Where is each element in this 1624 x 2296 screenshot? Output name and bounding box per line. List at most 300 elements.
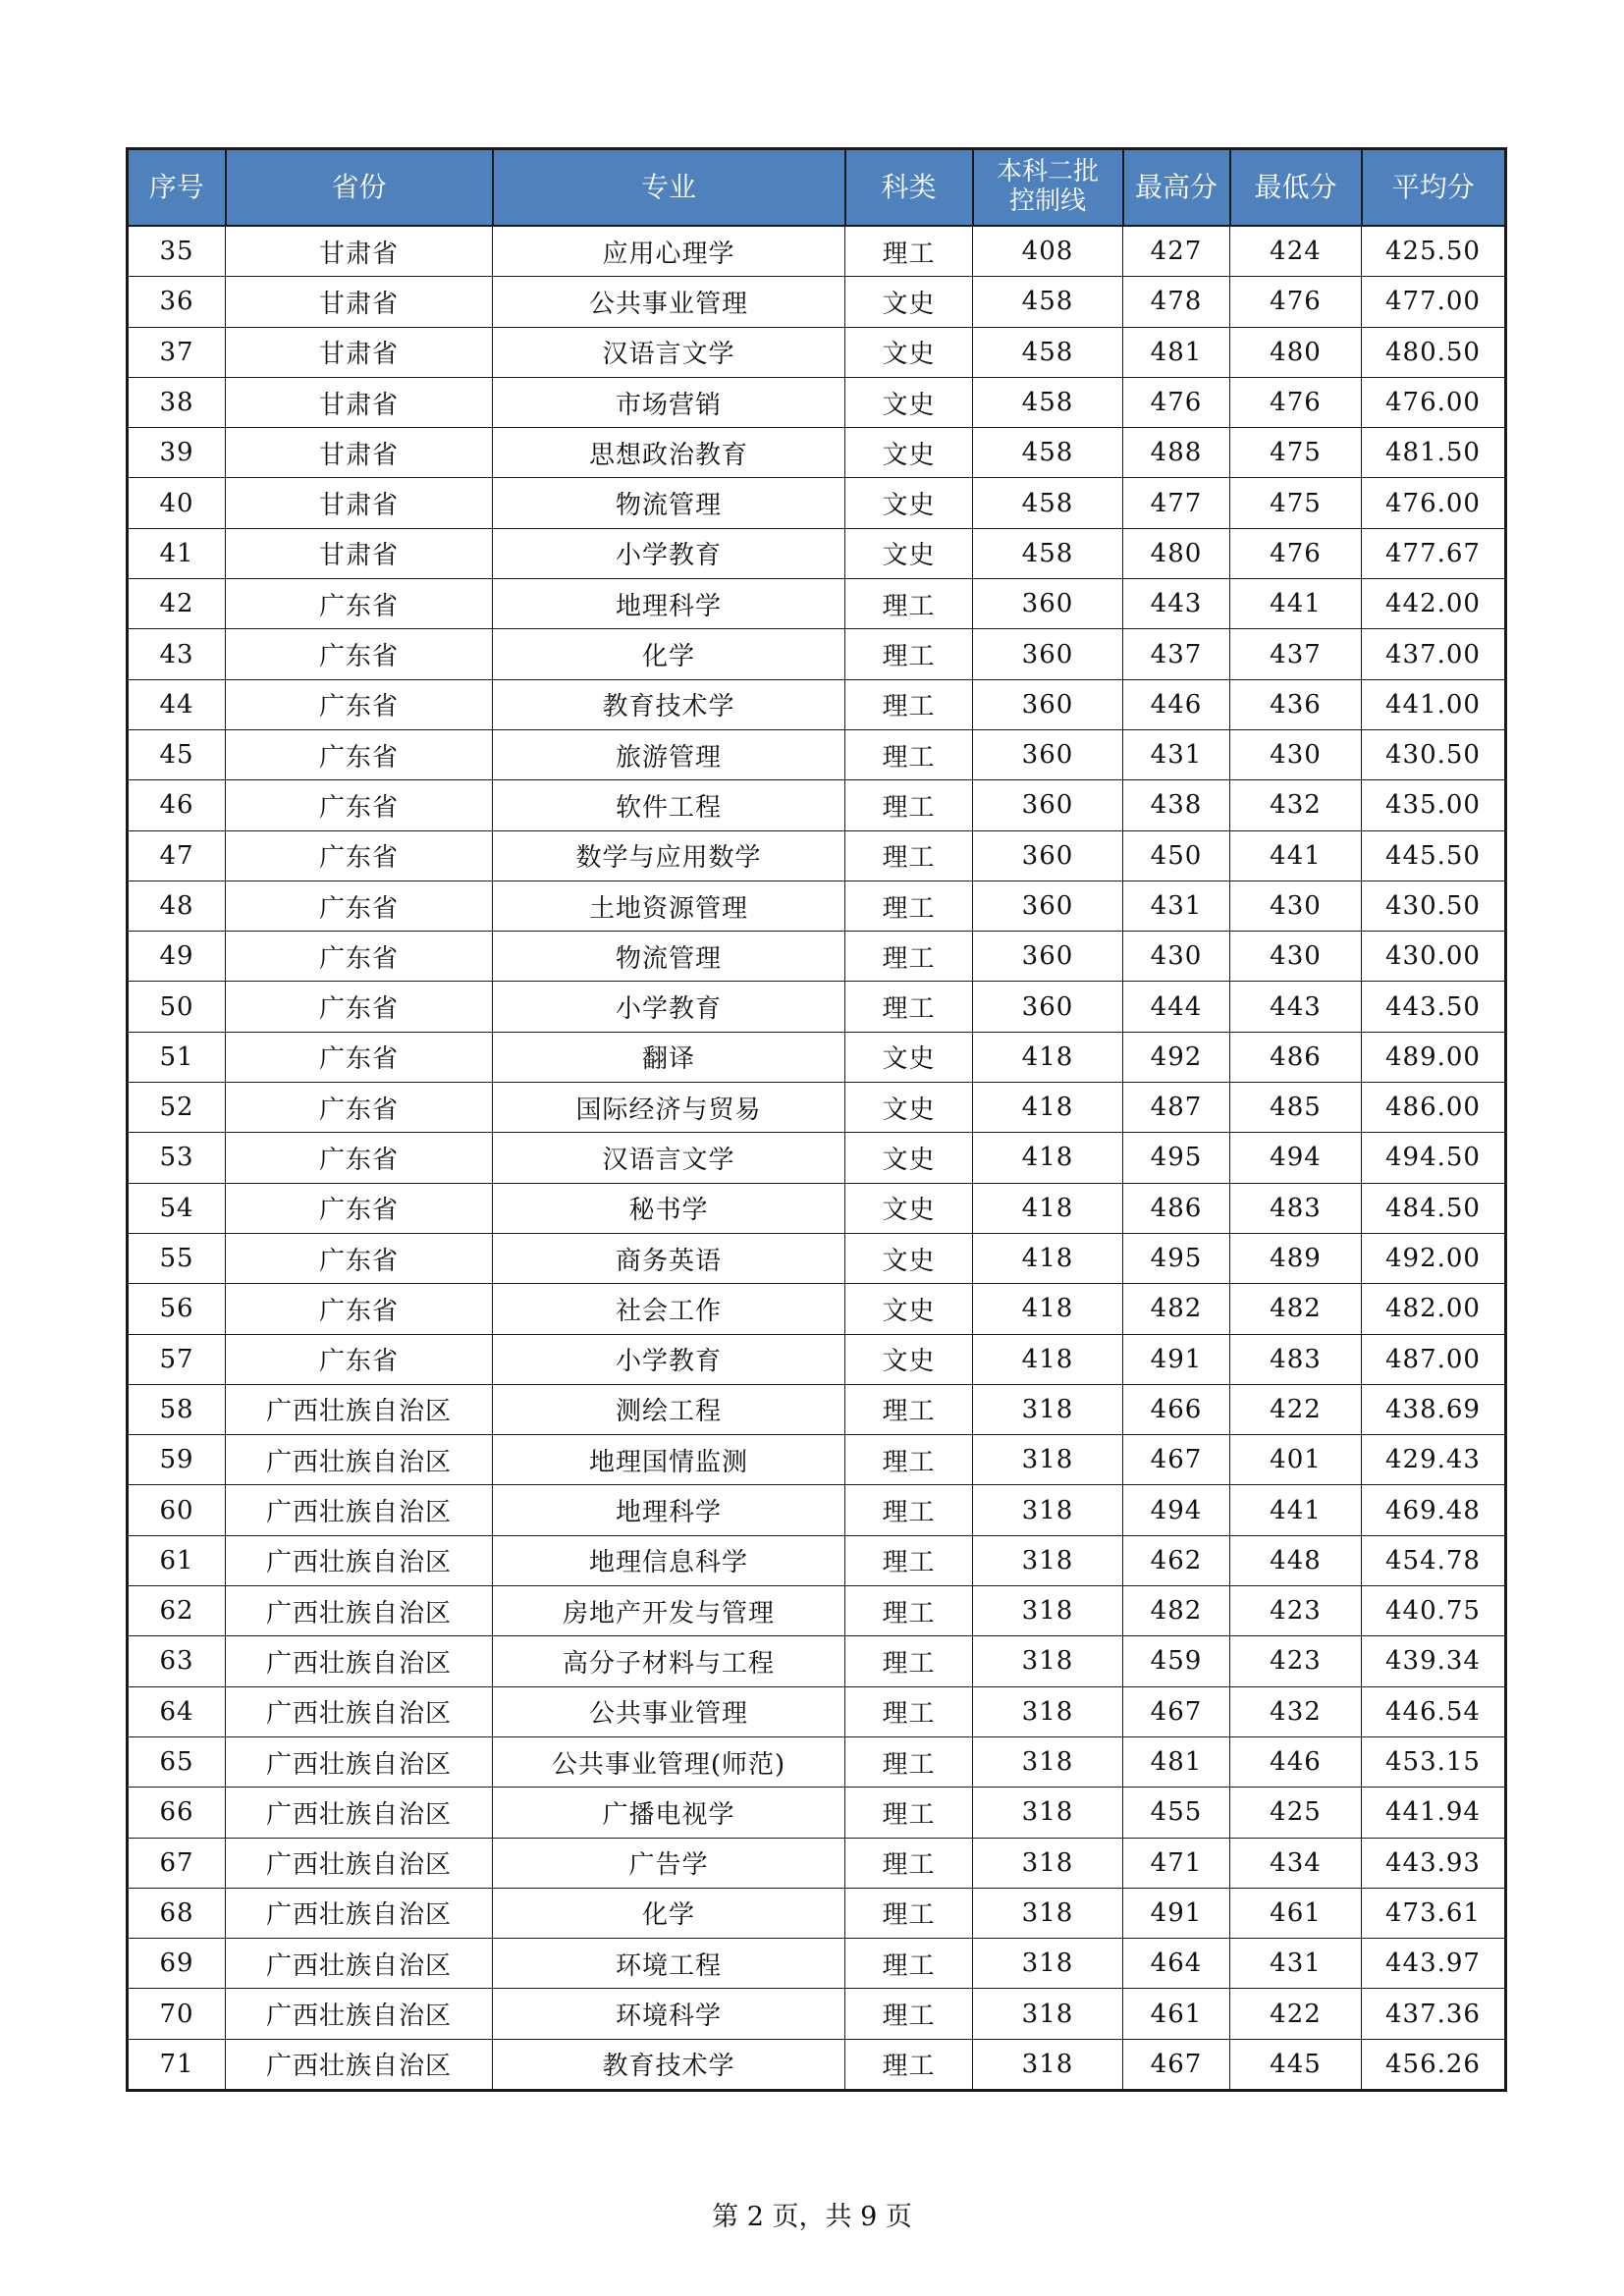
cell-province: 甘肃省 — [226, 277, 493, 327]
cell-category: 文史 — [845, 1334, 973, 1384]
cell-control-line: 458 — [973, 377, 1123, 427]
cell-control-line: 318 — [973, 1384, 1123, 1434]
cell-avg-score: 430.50 — [1362, 881, 1506, 931]
cell-major: 化学 — [493, 1888, 845, 1938]
cell-max-score: 482 — [1123, 1284, 1230, 1334]
cell-control-line: 318 — [973, 1888, 1123, 1938]
cell-control-line: 360 — [973, 579, 1123, 629]
cell-max-score: 477 — [1123, 478, 1230, 528]
cell-min-score: 489 — [1230, 1233, 1362, 1283]
cell-category: 文史 — [845, 1032, 973, 1082]
cell-category: 文史 — [845, 327, 973, 377]
cell-min-score: 434 — [1230, 1838, 1362, 1888]
cell-control-line: 418 — [973, 1083, 1123, 1133]
cell-max-score: 486 — [1123, 1183, 1230, 1233]
cell-province: 广西壮族自治区 — [226, 1435, 493, 1485]
cell-max-score: 492 — [1123, 1032, 1230, 1082]
cell-province: 广西壮族自治区 — [226, 1485, 493, 1535]
cell-control-line: 318 — [973, 1788, 1123, 1838]
cell-major: 市场营销 — [493, 377, 845, 427]
table-row — [128, 226, 1506, 277]
cell-index: 54 — [128, 1183, 226, 1233]
cell-province: 广东省 — [226, 830, 493, 881]
cell-avg-score: 430.00 — [1362, 932, 1506, 982]
cell-min-score: 432 — [1230, 780, 1362, 830]
cell-index: 66 — [128, 1788, 226, 1838]
cell-index: 57 — [128, 1334, 226, 1384]
cell-major: 应用心理学 — [493, 226, 845, 277]
cell-min-score: 430 — [1230, 881, 1362, 931]
cell-avg-score: 492.00 — [1362, 1233, 1506, 1283]
cell-category: 理工 — [845, 729, 973, 779]
cell-min-score: 431 — [1230, 1939, 1362, 1989]
cell-avg-score: 486.00 — [1362, 1083, 1506, 1133]
cell-major: 公共事业管理 — [493, 1686, 845, 1736]
cell-min-score: 401 — [1230, 1435, 1362, 1485]
cell-avg-score: 435.00 — [1362, 780, 1506, 830]
cell-avg-score: 453.15 — [1362, 1736, 1506, 1787]
table-row — [128, 1485, 1506, 1535]
cell-control-line: 360 — [973, 629, 1123, 679]
cell-province: 广东省 — [226, 729, 493, 779]
cell-province: 广西壮族自治区 — [226, 1384, 493, 1434]
cell-control-line: 318 — [973, 1838, 1123, 1888]
cell-province: 广西壮族自治区 — [226, 1636, 493, 1686]
cell-avg-score: 482.00 — [1362, 1284, 1506, 1334]
cell-index: 61 — [128, 1535, 226, 1585]
cell-min-score: 441 — [1230, 830, 1362, 881]
table-row — [128, 1788, 1506, 1838]
cell-min-score: 423 — [1230, 1636, 1362, 1686]
cell-max-score: 481 — [1123, 327, 1230, 377]
cell-min-score: 476 — [1230, 377, 1362, 427]
cell-min-score: 475 — [1230, 478, 1362, 528]
cell-province: 甘肃省 — [226, 528, 493, 578]
cell-control-line: 318 — [973, 1736, 1123, 1787]
cell-avg-score: 425.50 — [1362, 226, 1506, 277]
cell-category: 理工 — [845, 932, 973, 982]
cell-max-score: 487 — [1123, 1083, 1230, 1133]
cell-index: 38 — [128, 377, 226, 427]
cell-min-score: 430 — [1230, 932, 1362, 982]
header-row — [128, 149, 1506, 227]
cell-province: 广东省 — [226, 1233, 493, 1283]
cell-control-line: 360 — [973, 679, 1123, 729]
cell-major: 小学教育 — [493, 528, 845, 578]
table-row — [128, 579, 1506, 629]
cell-province: 广东省 — [226, 579, 493, 629]
cell-index: 53 — [128, 1133, 226, 1183]
cell-category: 文史 — [845, 1284, 973, 1334]
cell-min-score: 482 — [1230, 1284, 1362, 1334]
table-row — [128, 780, 1506, 830]
cell-control-line: 318 — [973, 1435, 1123, 1485]
table-row — [128, 1989, 1506, 2039]
header-avg-score: 平均分 — [1362, 149, 1506, 227]
cell-major: 思想政治教育 — [493, 428, 845, 478]
cell-max-score: 491 — [1123, 1334, 1230, 1384]
table-row — [128, 377, 1506, 427]
cell-category: 理工 — [845, 1788, 973, 1838]
table-row — [128, 1939, 1506, 1989]
cell-min-score: 448 — [1230, 1535, 1362, 1585]
cell-avg-score: 445.50 — [1362, 830, 1506, 881]
table-row — [128, 1133, 1506, 1183]
cell-category: 理工 — [845, 1838, 973, 1888]
cell-province: 广西壮族自治区 — [226, 2039, 493, 2090]
cell-avg-score: 437.36 — [1362, 1989, 1506, 2039]
cell-min-score: 445 — [1230, 2039, 1362, 2090]
cell-province: 广东省 — [226, 1083, 493, 1133]
cell-avg-score: 477.67 — [1362, 528, 1506, 578]
cell-category: 理工 — [845, 629, 973, 679]
table-row — [128, 982, 1506, 1032]
table-row — [128, 629, 1506, 679]
table-row — [128, 1233, 1506, 1283]
cell-avg-score: 477.00 — [1362, 277, 1506, 327]
cell-max-score: 495 — [1123, 1233, 1230, 1283]
cell-avg-score: 480.50 — [1362, 327, 1506, 377]
cell-province: 甘肃省 — [226, 478, 493, 528]
cell-min-score: 486 — [1230, 1032, 1362, 1082]
cell-avg-score: 430.50 — [1362, 729, 1506, 779]
cell-major: 软件工程 — [493, 780, 845, 830]
header-control-line: 本科二批 控制线 — [973, 149, 1123, 227]
cell-category: 理工 — [845, 226, 973, 277]
cell-province: 广东省 — [226, 1284, 493, 1334]
cell-min-score: 480 — [1230, 327, 1362, 377]
cell-avg-score: 438.69 — [1362, 1384, 1506, 1434]
cell-category: 文史 — [845, 1183, 973, 1233]
cell-category: 文史 — [845, 1083, 973, 1133]
cell-min-score: 441 — [1230, 579, 1362, 629]
cell-min-score: 446 — [1230, 1736, 1362, 1787]
cell-avg-score: 443.97 — [1362, 1939, 1506, 1989]
page-footer: 第 2 页，共 9 页 — [712, 2202, 912, 2232]
cell-major: 教育技术学 — [493, 2039, 845, 2090]
cell-major: 国际经济与贸易 — [493, 1083, 845, 1133]
cell-max-score: 462 — [1123, 1535, 1230, 1585]
table-row — [128, 1736, 1506, 1787]
score-table-container — [126, 147, 1504, 2092]
cell-index: 51 — [128, 1032, 226, 1082]
cell-max-score: 461 — [1123, 1989, 1230, 2039]
cell-province: 广东省 — [226, 1032, 493, 1082]
cell-province: 广东省 — [226, 932, 493, 982]
cell-max-score: 459 — [1123, 1636, 1230, 1686]
cell-major: 秘书学 — [493, 1183, 845, 1233]
cell-major: 土地资源管理 — [493, 881, 845, 931]
cell-control-line: 458 — [973, 528, 1123, 578]
cell-major: 环境科学 — [493, 1989, 845, 2039]
table-row — [128, 1686, 1506, 1736]
cell-category: 文史 — [845, 1233, 973, 1283]
cell-major: 地理科学 — [493, 1485, 845, 1535]
cell-province: 广东省 — [226, 1183, 493, 1233]
cell-max-score: 480 — [1123, 528, 1230, 578]
cell-category: 文史 — [845, 277, 973, 327]
cell-index: 37 — [128, 327, 226, 377]
cell-max-score: 491 — [1123, 1888, 1230, 1938]
cell-control-line: 458 — [973, 277, 1123, 327]
cell-index: 65 — [128, 1736, 226, 1787]
cell-index: 64 — [128, 1686, 226, 1736]
cell-province: 广东省 — [226, 881, 493, 931]
cell-category: 理工 — [845, 1586, 973, 1636]
cell-category: 文史 — [845, 478, 973, 528]
cell-category: 理工 — [845, 1736, 973, 1787]
cell-index: 62 — [128, 1586, 226, 1636]
cell-min-score: 476 — [1230, 528, 1362, 578]
cell-category: 理工 — [845, 1989, 973, 2039]
cell-index: 69 — [128, 1939, 226, 1989]
cell-max-score: 476 — [1123, 377, 1230, 427]
cell-category: 理工 — [845, 1939, 973, 1989]
cell-category: 理工 — [845, 1435, 973, 1485]
cell-major: 广告学 — [493, 1838, 845, 1888]
cell-avg-score: 476.00 — [1362, 478, 1506, 528]
cell-index: 50 — [128, 982, 226, 1032]
cell-province: 广西壮族自治区 — [226, 1535, 493, 1585]
cell-control-line: 318 — [973, 1939, 1123, 1989]
header-province: 省份 — [226, 149, 493, 227]
cell-province: 广东省 — [226, 982, 493, 1032]
cell-control-line: 418 — [973, 1032, 1123, 1082]
cell-max-score: 467 — [1123, 1435, 1230, 1485]
cell-index: 36 — [128, 277, 226, 327]
cell-category: 理工 — [845, 1686, 973, 1736]
cell-category: 文史 — [845, 528, 973, 578]
cell-avg-score: 443.93 — [1362, 1838, 1506, 1888]
cell-province: 广西壮族自治区 — [226, 1736, 493, 1787]
cell-control-line: 360 — [973, 932, 1123, 982]
cell-category: 理工 — [845, 2039, 973, 2090]
table-row — [128, 1636, 1506, 1686]
cell-avg-score: 454.78 — [1362, 1535, 1506, 1585]
cell-index: 41 — [128, 528, 226, 578]
cell-avg-score: 487.00 — [1362, 1334, 1506, 1384]
cell-index: 58 — [128, 1384, 226, 1434]
cell-control-line: 360 — [973, 729, 1123, 779]
cell-avg-score: 443.50 — [1362, 982, 1506, 1032]
cell-max-score: 467 — [1123, 2039, 1230, 2090]
cell-major: 物流管理 — [493, 932, 845, 982]
cell-max-score: 444 — [1123, 982, 1230, 1032]
cell-avg-score: 441.00 — [1362, 679, 1506, 729]
cell-min-score: 424 — [1230, 226, 1362, 277]
header-min-score: 最低分 — [1230, 149, 1362, 227]
cell-index: 60 — [128, 1485, 226, 1535]
table-row — [128, 277, 1506, 327]
cell-min-score: 475 — [1230, 428, 1362, 478]
cell-index: 67 — [128, 1838, 226, 1888]
cell-major: 高分子材料与工程 — [493, 1636, 845, 1686]
cell-major: 地理国情监测 — [493, 1435, 845, 1485]
cell-major: 翻译 — [493, 1032, 845, 1082]
cell-major: 物流管理 — [493, 478, 845, 528]
header-major: 专业 — [493, 149, 845, 227]
cell-major: 商务英语 — [493, 1233, 845, 1283]
cell-avg-score: 456.26 — [1362, 2039, 1506, 2090]
cell-category: 理工 — [845, 1888, 973, 1938]
cell-category: 理工 — [845, 881, 973, 931]
cell-min-score: 423 — [1230, 1586, 1362, 1636]
table-row — [128, 1435, 1506, 1485]
cell-major: 数学与应用数学 — [493, 830, 845, 881]
cell-max-score: 481 — [1123, 1736, 1230, 1787]
table-row — [128, 1888, 1506, 1938]
cell-control-line: 418 — [973, 1233, 1123, 1283]
cell-control-line: 418 — [973, 1284, 1123, 1334]
cell-avg-score: 429.43 — [1362, 1435, 1506, 1485]
cell-index: 45 — [128, 729, 226, 779]
cell-min-score: 430 — [1230, 729, 1362, 779]
cell-min-score: 443 — [1230, 982, 1362, 1032]
cell-index: 43 — [128, 629, 226, 679]
cell-avg-score: 484.50 — [1362, 1183, 1506, 1233]
table-row — [128, 881, 1506, 931]
table-row — [128, 830, 1506, 881]
cell-major: 教育技术学 — [493, 679, 845, 729]
table-row — [128, 1334, 1506, 1384]
cell-major: 测绘工程 — [493, 1384, 845, 1434]
cell-min-score: 441 — [1230, 1485, 1362, 1535]
cell-index: 63 — [128, 1636, 226, 1686]
cell-control-line: 458 — [973, 428, 1123, 478]
cell-province: 广西壮族自治区 — [226, 1989, 493, 2039]
cell-control-line: 318 — [973, 1636, 1123, 1686]
cell-min-score: 494 — [1230, 1133, 1362, 1183]
cell-category: 文史 — [845, 1133, 973, 1183]
table-row — [128, 1032, 1506, 1082]
header-index: 序号 — [128, 149, 226, 227]
cell-category: 理工 — [845, 1384, 973, 1434]
cell-major: 小学教育 — [493, 1334, 845, 1384]
cell-major: 社会工作 — [493, 1284, 845, 1334]
cell-avg-score: 473.61 — [1362, 1888, 1506, 1938]
cell-index: 47 — [128, 830, 226, 881]
cell-max-score: 431 — [1123, 729, 1230, 779]
cell-max-score: 495 — [1123, 1133, 1230, 1183]
cell-min-score: 461 — [1230, 1888, 1362, 1938]
table-row — [128, 1284, 1506, 1334]
cell-index: 70 — [128, 1989, 226, 2039]
cell-index: 59 — [128, 1435, 226, 1485]
cell-index: 42 — [128, 579, 226, 629]
table-row — [128, 1838, 1506, 1888]
cell-province: 广西壮族自治区 — [226, 1586, 493, 1636]
cell-major: 地理信息科学 — [493, 1535, 845, 1585]
cell-index: 48 — [128, 881, 226, 931]
cell-category: 理工 — [845, 982, 973, 1032]
cell-min-score: 432 — [1230, 1686, 1362, 1736]
table-header — [128, 149, 1506, 227]
cell-max-score: 494 — [1123, 1485, 1230, 1535]
cell-category: 理工 — [845, 1535, 973, 1585]
table-body — [128, 226, 1506, 2090]
header-category: 科类 — [845, 149, 973, 227]
cell-min-score: 436 — [1230, 679, 1362, 729]
table-row — [128, 528, 1506, 578]
cell-control-line: 318 — [973, 2039, 1123, 2090]
cell-province: 广东省 — [226, 1334, 493, 1384]
cell-avg-score: 469.48 — [1362, 1485, 1506, 1535]
cell-control-line: 408 — [973, 226, 1123, 277]
cell-major: 环境工程 — [493, 1939, 845, 1989]
cell-category: 理工 — [845, 780, 973, 830]
cell-avg-score: 439.34 — [1362, 1636, 1506, 1686]
cell-avg-score: 489.00 — [1362, 1032, 1506, 1082]
cell-max-score: 455 — [1123, 1788, 1230, 1838]
cell-major: 旅游管理 — [493, 729, 845, 779]
cell-major: 汉语言文学 — [493, 327, 845, 377]
cell-category: 理工 — [845, 579, 973, 629]
cell-min-score: 425 — [1230, 1788, 1362, 1838]
cell-max-score: 437 — [1123, 629, 1230, 679]
table-row — [128, 1083, 1506, 1133]
score-table — [126, 147, 1507, 2092]
table-row — [128, 1183, 1506, 1233]
cell-max-score: 438 — [1123, 780, 1230, 830]
cell-control-line: 418 — [973, 1183, 1123, 1233]
cell-index: 46 — [128, 780, 226, 830]
cell-major: 公共事业管理 — [493, 277, 845, 327]
cell-control-line: 418 — [973, 1334, 1123, 1384]
cell-province: 广东省 — [226, 780, 493, 830]
cell-category: 文史 — [845, 428, 973, 478]
cell-province: 广西壮族自治区 — [226, 1838, 493, 1888]
cell-avg-score: 442.00 — [1362, 579, 1506, 629]
cell-avg-score: 441.94 — [1362, 1788, 1506, 1838]
cell-max-score: 430 — [1123, 932, 1230, 982]
table-row — [128, 729, 1506, 779]
cell-control-line: 318 — [973, 1686, 1123, 1736]
cell-index: 68 — [128, 1888, 226, 1938]
cell-control-line: 318 — [973, 1535, 1123, 1585]
cell-major: 小学教育 — [493, 982, 845, 1032]
cell-province: 广西壮族自治区 — [226, 1788, 493, 1838]
table-row — [128, 2039, 1506, 2090]
cell-control-line: 418 — [973, 1133, 1123, 1183]
cell-min-score: 483 — [1230, 1334, 1362, 1384]
cell-max-score: 466 — [1123, 1384, 1230, 1434]
cell-index: 52 — [128, 1083, 226, 1133]
cell-province: 甘肃省 — [226, 327, 493, 377]
cell-index: 39 — [128, 428, 226, 478]
cell-avg-score: 481.50 — [1362, 428, 1506, 478]
cell-min-score: 476 — [1230, 277, 1362, 327]
table-row — [128, 327, 1506, 377]
cell-min-score: 437 — [1230, 629, 1362, 679]
cell-control-line: 360 — [973, 830, 1123, 881]
table-row — [128, 1384, 1506, 1434]
cell-province: 甘肃省 — [226, 377, 493, 427]
cell-index: 49 — [128, 932, 226, 982]
cell-major: 广播电视学 — [493, 1788, 845, 1838]
cell-max-score: 450 — [1123, 830, 1230, 881]
cell-control-line: 360 — [973, 780, 1123, 830]
cell-index: 56 — [128, 1284, 226, 1334]
cell-province: 甘肃省 — [226, 226, 493, 277]
cell-control-line: 360 — [973, 982, 1123, 1032]
cell-control-line: 318 — [973, 1586, 1123, 1636]
cell-avg-score: 440.75 — [1362, 1586, 1506, 1636]
table-row — [128, 428, 1506, 478]
cell-max-score: 431 — [1123, 881, 1230, 931]
cell-min-score: 483 — [1230, 1183, 1362, 1233]
cell-province: 广西壮族自治区 — [226, 1686, 493, 1736]
cell-max-score: 446 — [1123, 679, 1230, 729]
